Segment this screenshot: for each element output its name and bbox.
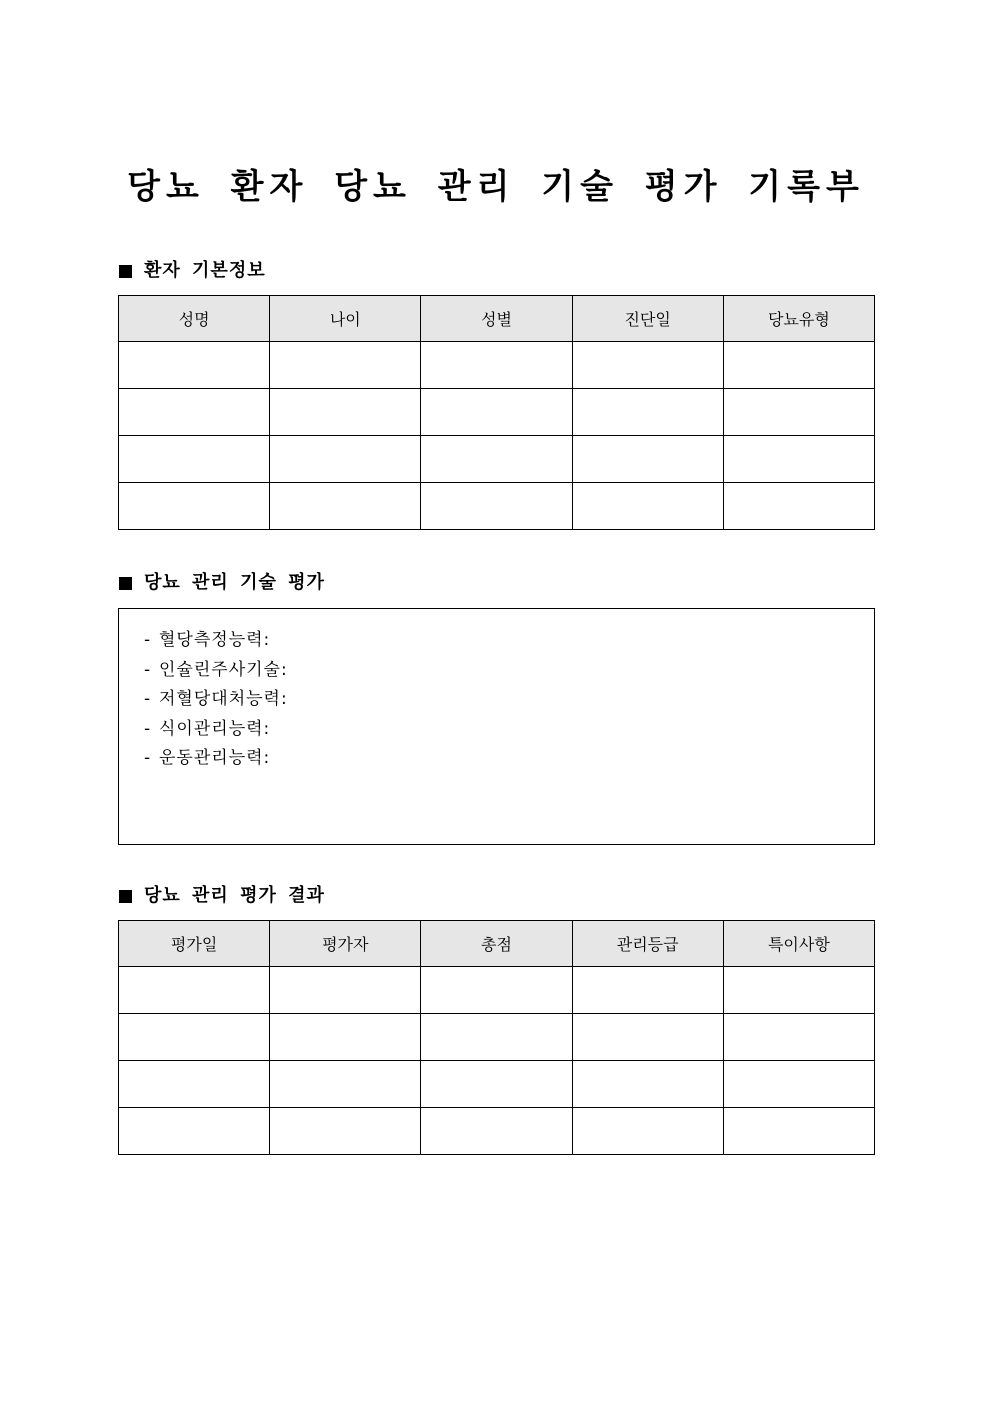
assessment-results-table xyxy=(118,920,875,1155)
dash-bullet: - xyxy=(144,718,152,739)
column-header-name: 성명 xyxy=(119,296,270,342)
table-cell[interactable] xyxy=(723,967,874,1014)
table-row xyxy=(119,436,875,483)
table-cell[interactable] xyxy=(723,436,874,483)
column-header-diagnosis-date: 진단일 xyxy=(572,296,723,342)
table-cell[interactable] xyxy=(421,1061,572,1108)
table-cell[interactable] xyxy=(119,967,270,1014)
table-cell[interactable] xyxy=(119,1061,270,1108)
skill-assessment-list xyxy=(119,609,874,774)
table-cell[interactable] xyxy=(572,1014,723,1061)
table-cell[interactable] xyxy=(119,483,270,530)
list-item xyxy=(144,685,874,715)
assessment-item-label: 운동관리능력: xyxy=(159,748,271,768)
table-cell[interactable] xyxy=(723,1061,874,1108)
assessment-item-label: 식이관리능력: xyxy=(159,718,271,739)
table-cell[interactable] xyxy=(119,342,270,389)
section-heading-skill-assessment xyxy=(119,570,325,596)
square-bullet-icon xyxy=(119,265,132,278)
section-heading-text: 환자 기본정보 xyxy=(144,260,266,281)
list-item xyxy=(144,744,874,774)
section-heading-assessment-results xyxy=(119,883,325,909)
column-header-gender: 성별 xyxy=(421,296,572,342)
table-row xyxy=(119,1014,875,1061)
assessment-item-label: 혈당측정능력: xyxy=(159,630,271,650)
table-cell[interactable] xyxy=(572,1061,723,1108)
table-cell[interactable] xyxy=(723,389,874,436)
table-cell[interactable] xyxy=(723,1108,874,1155)
table-cell[interactable] xyxy=(119,1108,270,1155)
table-cell[interactable] xyxy=(572,483,723,530)
section-heading-patient-info xyxy=(119,258,266,284)
table-cell[interactable] xyxy=(421,389,572,436)
table-cell[interactable] xyxy=(119,436,270,483)
dash-bullet: - xyxy=(144,689,152,709)
column-header-age: 나이 xyxy=(270,296,421,342)
table-header-row xyxy=(119,921,875,967)
table-cell[interactable] xyxy=(572,389,723,436)
column-header-diabetes-type: 당뇨유형 xyxy=(723,296,874,342)
table-cell[interactable] xyxy=(119,1014,270,1061)
table-row xyxy=(119,483,875,530)
column-header-evaluator: 평가자 xyxy=(270,921,421,967)
list-item xyxy=(144,626,874,656)
dash-bullet: - xyxy=(144,630,152,650)
skill-assessment-box[interactable] xyxy=(118,608,875,845)
table-cell[interactable] xyxy=(572,967,723,1014)
column-header-total-score: 총점 xyxy=(421,921,572,967)
table-cell[interactable] xyxy=(119,389,270,436)
column-header-management-grade: 관리등급 xyxy=(572,921,723,967)
table-cell[interactable] xyxy=(421,967,572,1014)
dash-bullet: - xyxy=(144,659,152,680)
table-header-row xyxy=(119,296,875,342)
table-cell[interactable] xyxy=(270,483,421,530)
table-cell[interactable] xyxy=(723,483,874,530)
section-heading-text: 당뇨 관리 기술 평가 xyxy=(144,572,325,593)
table-cell[interactable] xyxy=(270,1014,421,1061)
list-item xyxy=(144,715,874,745)
dash-bullet: - xyxy=(144,748,152,768)
table-row xyxy=(119,1061,875,1108)
table-cell[interactable] xyxy=(572,436,723,483)
table-cell[interactable] xyxy=(572,342,723,389)
table-cell[interactable] xyxy=(572,1108,723,1155)
table-row xyxy=(119,342,875,389)
column-header-evaluation-date: 평가일 xyxy=(119,921,270,967)
table-cell[interactable] xyxy=(270,389,421,436)
list-item xyxy=(144,656,874,686)
table-row xyxy=(119,389,875,436)
square-bullet-icon xyxy=(119,577,132,590)
table-cell[interactable] xyxy=(270,342,421,389)
patient-info-table xyxy=(118,295,875,530)
table-cell[interactable] xyxy=(723,1014,874,1061)
table-cell[interactable] xyxy=(421,342,572,389)
table-cell[interactable] xyxy=(723,342,874,389)
table-row xyxy=(119,1108,875,1155)
table-cell[interactable] xyxy=(270,967,421,1014)
table-cell[interactable] xyxy=(270,1061,421,1108)
table-cell[interactable] xyxy=(270,436,421,483)
assessment-item-label: 인슐린주사기술: xyxy=(159,659,288,680)
document-title: 당뇨 환자 당뇨 관리 기술 평가 기록부 xyxy=(127,167,865,207)
table-cell[interactable] xyxy=(421,1014,572,1061)
table-cell[interactable] xyxy=(270,1108,421,1155)
section-heading-text: 당뇨 관리 평가 결과 xyxy=(144,885,325,906)
table-cell[interactable] xyxy=(421,1108,572,1155)
column-header-remarks: 특이사항 xyxy=(723,921,874,967)
table-cell[interactable] xyxy=(421,483,572,530)
table-row xyxy=(119,967,875,1014)
assessment-item-label: 저혈당대처능력: xyxy=(159,689,288,709)
table-cell[interactable] xyxy=(421,436,572,483)
square-bullet-icon xyxy=(119,890,132,903)
